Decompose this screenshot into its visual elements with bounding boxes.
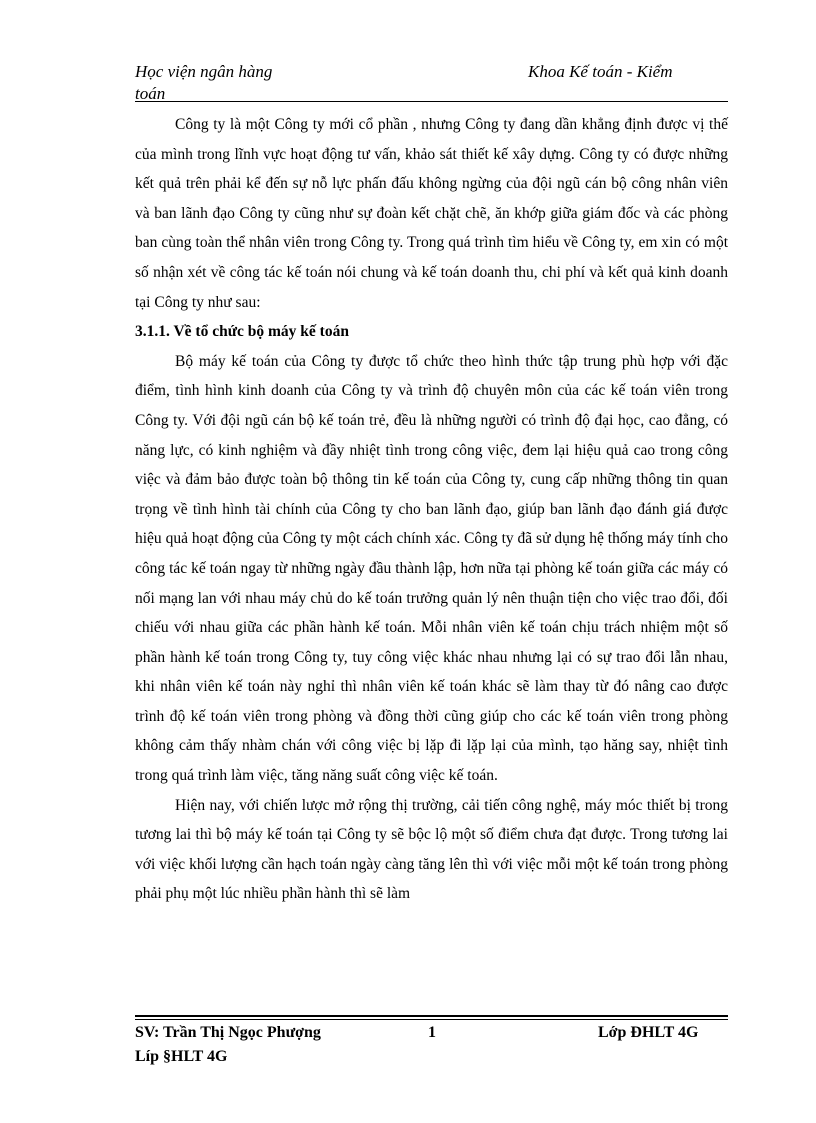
footer-class-wrap: Líp §HLT 4G <box>135 1048 228 1065</box>
footer-rule-thick <box>135 1015 728 1017</box>
footer-class: Lớp ĐHLT 4G <box>598 1024 699 1041</box>
paragraph-intro: Công ty là một Công ty mới cổ phần , nhưng Công ty đang dần khẳng định được vị thế của mình trong lĩnh vực hoạt động tư vấn, khảo sát thiết kế xây dựng. Công ty có được những kết quả trên phải kể đến sự nỗ lực phấn đấu không ngừng của đội ngũ cán bộ công nhân viên và ban lãnh đạo Công ty cũng như sự đoàn kết chặt chẽ, ăn khớp giữa giám đốc và các phòng ban cùng toàn thể nhân viên trong Công ty. Trong quá trình tìm hiểu về Công ty, em xin có một số nhận xét về công tác kế toán nói chung và kế toán doanh thu, chi phí và kết quả kinh doanh tại Công ty như sau: <box>135 116 728 311</box>
footer-student-name: SV: Trần Thị Ngọc Phượng <box>135 1024 321 1041</box>
header-department-wrap: toán <box>135 84 166 103</box>
header-department: Khoa Kế toán - Kiểm <box>528 62 673 81</box>
footer-rule-thin <box>135 1019 728 1020</box>
footer-page-number: 1 <box>428 1024 436 1041</box>
header-school: Học viện ngân hàng <box>135 62 273 81</box>
section-heading: 3.1.1. Về tổ chức bộ máy kế toán <box>135 323 349 341</box>
document-body <box>135 110 728 909</box>
paragraph-future: Hiện nay, với chiến lược mở rộng thị trường, cải tiến công nghệ, máy móc thiết bị trong tương lai thì bộ máy kế toán tại Công ty sẽ bộc lộ một số điểm chưa đạt được. Trong tương lai với việc khối lượng cần hạch toán ngày càng tăng lên thì với việc mỗi một kế toán trong phòng phải phụ một lúc nhiều phần hành thì sẽ làm <box>135 796 728 903</box>
header-rule <box>135 101 728 102</box>
paragraph-accounting-structure: Bộ máy kế toán của Công ty được tổ chức theo hình thức tập trung phù hợp với đặc điểm, tình hình kinh doanh của Công ty và trình độ chuyên môn của các kế toán viên trong Công ty. Với đội ngũ cán bộ kế toán trẻ, đều là những người có trình độ đại học, cao đẳng, có năng lực, có kinh nghiệm và đầy nhiệt tình trong công việc, đem lại hiệu quả cao trong công việc và đảm bảo được toàn bộ thông tin kế toán của Công ty, cung cấp những thông tin quan trọng về tình hình tài chính của Công ty cho ban lãnh đạo, giúp ban lãnh đạo đánh giá được hiệu quả hoạt động của Công ty một cách chính xác. Công ty đã sử dụng hệ thống máy tính cho công tác kế toán ngay từ những ngày đầu thành lập, hơn nữa tại phòng kế toán giữa các máy có nối mạng lan với nhau máy chủ do kế toán trưởng quản lý nên thuận tiện cho việc trao đổi, đối chiếu với nhau giữa các phần hành kế toán. Mỗi nhân viên kế toán chịu trách nhiệm một số phần hành kế toán trong Công ty, tuy công việc khác nhau nhưng lại có sự trao đổi lẫn nhau, khi nhân viên kế toán này nghỉ thì nhân viên kế toán khác sẽ làm thay từ đó nâng cao được trình độ kế toán viên trong phòng và đồng thời cũng giúp cho các kế toán viên trong phòng không cảm thấy nhàm chán với công việc bị lặp đi lặp lại của mình, tạo hăng say, nhiệt tình trong quá trình làm việc, tăng năng suất công việc kế toán. <box>135 352 728 785</box>
